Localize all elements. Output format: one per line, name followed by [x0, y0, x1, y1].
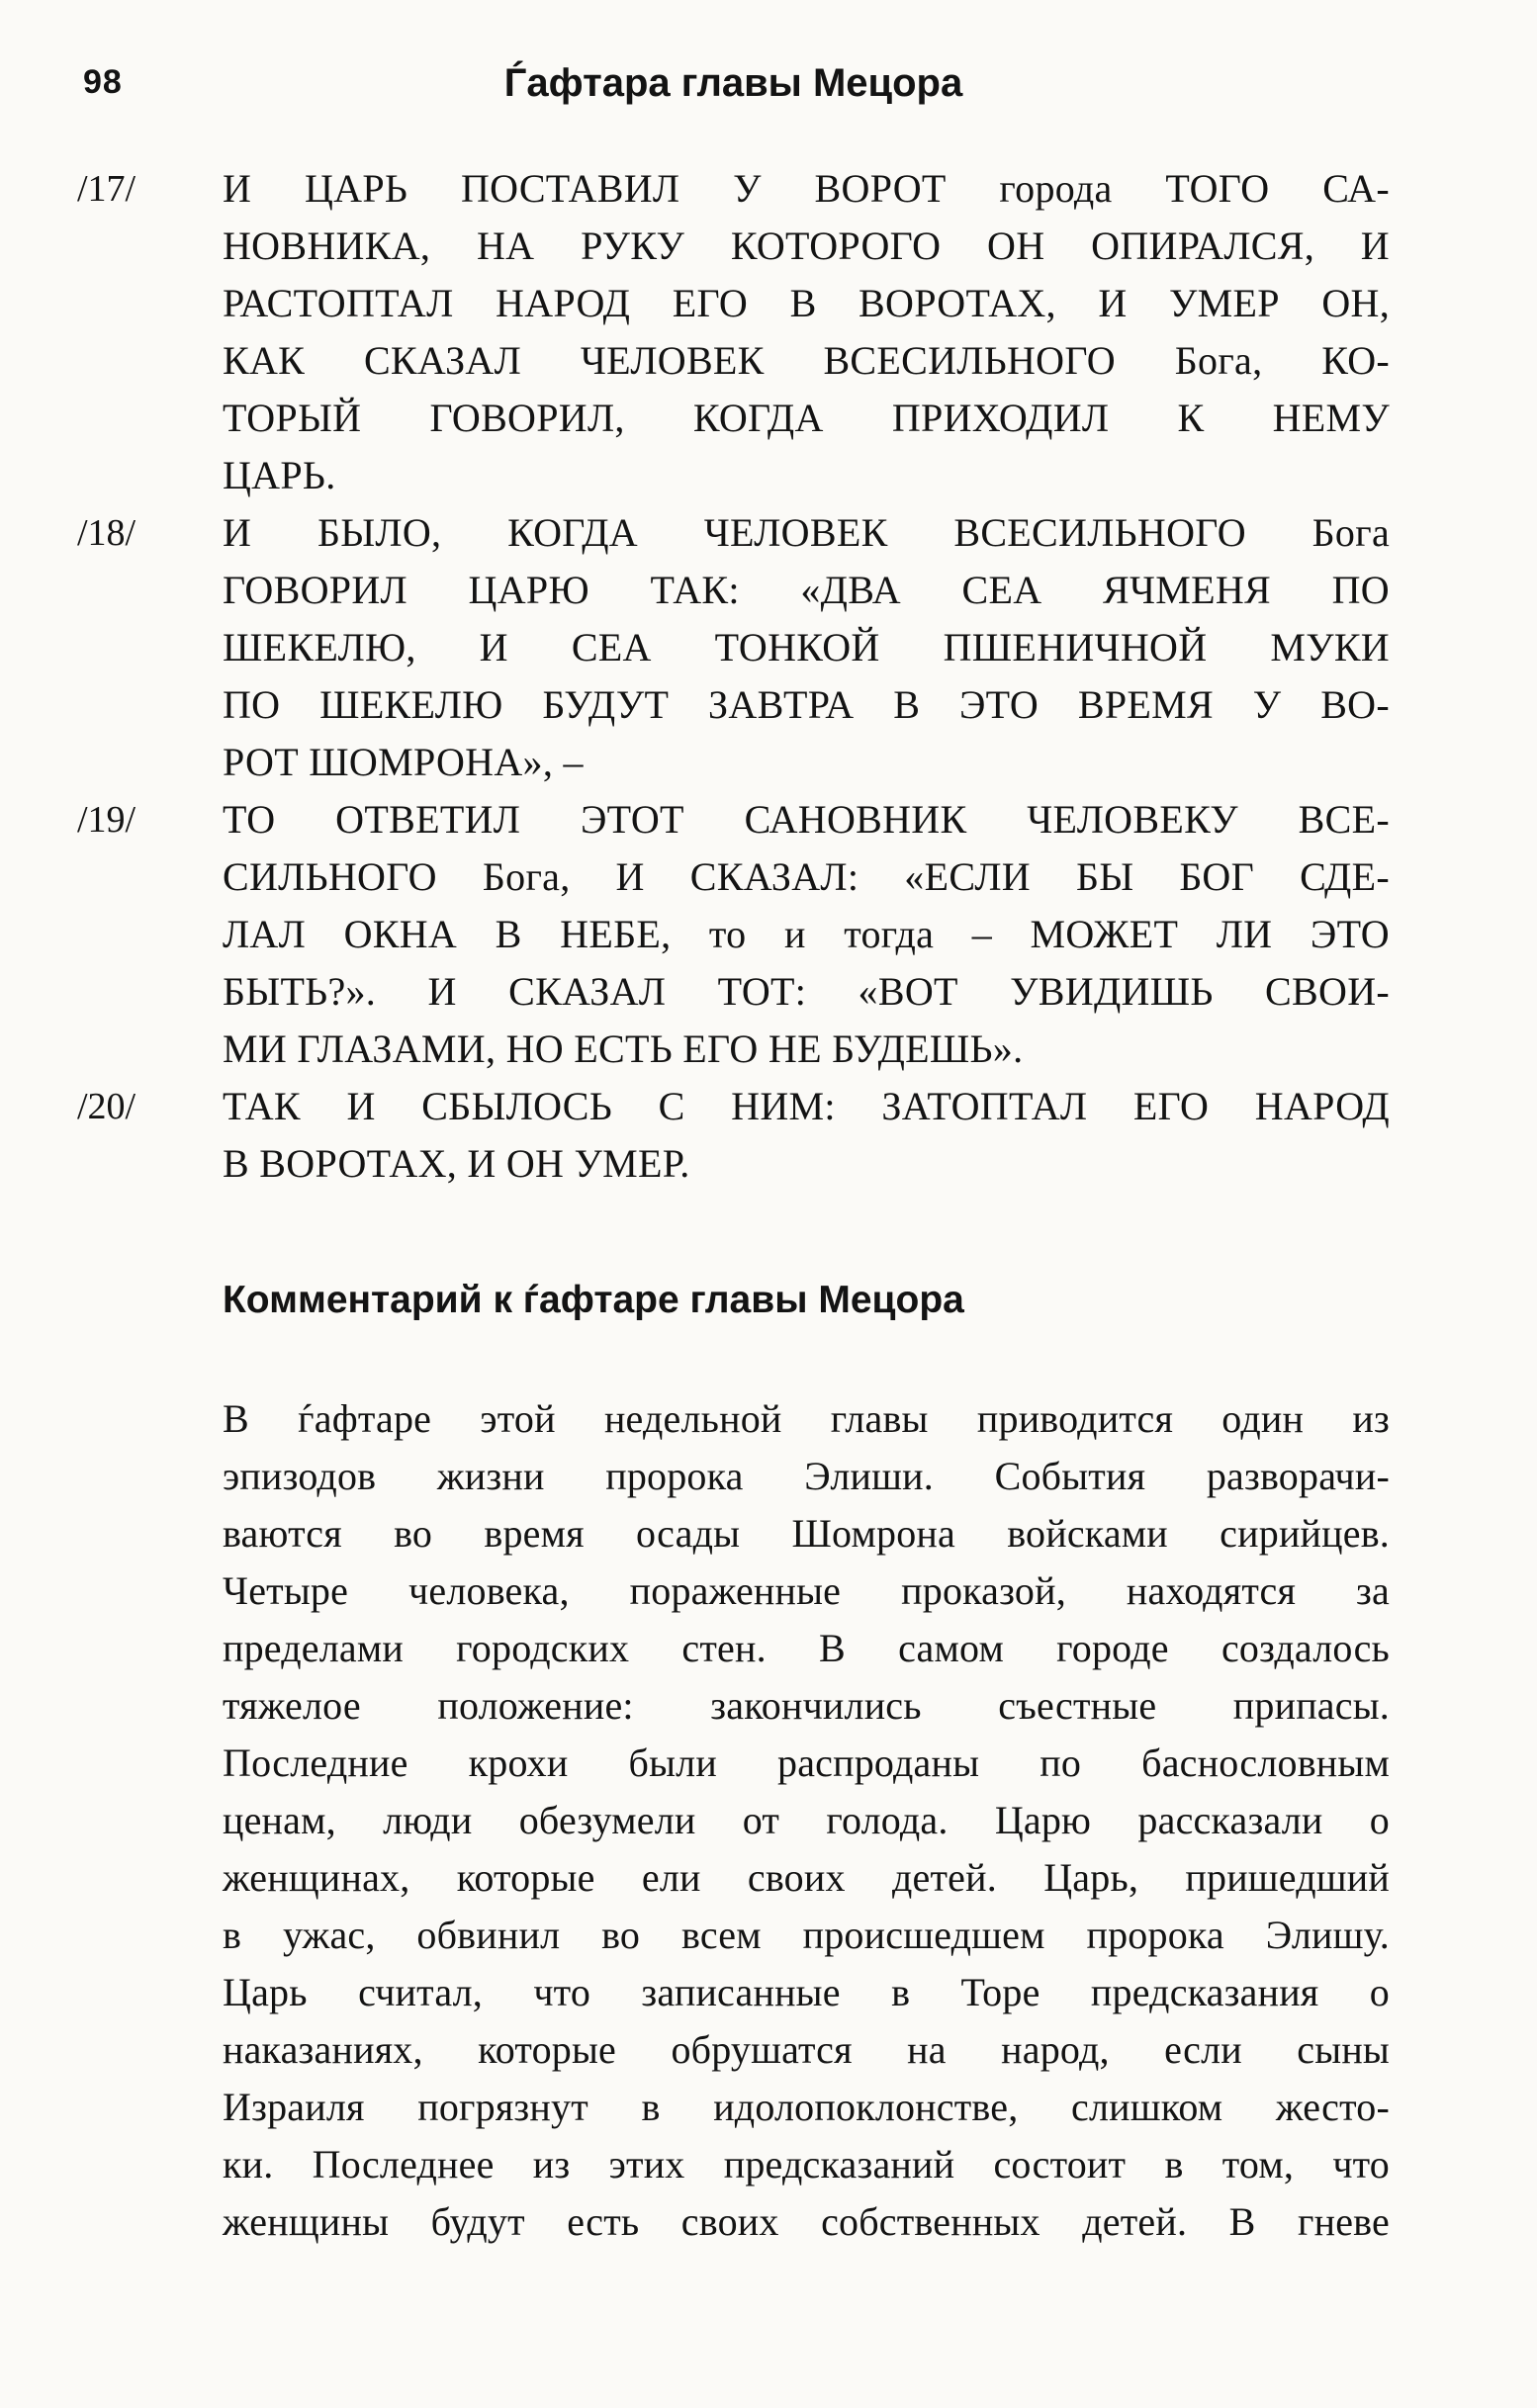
running-title: Ѓафтара главы Мецора	[503, 61, 963, 105]
verse-line: ТАК И СБЫЛОСЬ С НИМ: ЗАТОПТАЛ ЕГО НАРОД	[223, 1084, 1390, 1128]
verse-line: И БЫЛО, КОГДА ЧЕЛОВЕК ВСЕСИЛЬНОГО Бога	[223, 510, 1390, 555]
running-head	[77, 57, 1390, 109]
verse-line: БЫТЬ?». И СКАЗАЛ ТОТ: «ВОТ УВИДИШЬ СВОИ-	[223, 969, 1390, 1014]
verse-text	[223, 791, 1390, 1078]
commentary-line: Израиля погрязнут в идолопоклонстве, слишком жесто-	[223, 2085, 1390, 2129]
verse-line: РАСТОПТАЛ НАРОД ЕГО В ВОРОТАХ, И УМЕР ОН,	[223, 281, 1390, 325]
verse-line: МИ ГЛАЗАМИ, НО ЕСТЬ ЕГО НЕ БУДЕШЬ».	[223, 1026, 1024, 1071]
verse-row	[77, 791, 1390, 1078]
commentary-line: В ѓафтаре этой недельной главы приводится один из	[223, 1396, 1390, 1441]
verse-text	[223, 160, 1390, 504]
verse-line: ТО ОТВЕТИЛ ЭТОТ САНОВНИК ЧЕЛОВЕКУ ВСЕ-	[223, 797, 1390, 842]
verse-line: И ЦАРЬ ПОСТАВИЛ У ВОРОТ города ТОГО СА-	[223, 166, 1390, 211]
verse-number: /19/	[77, 799, 136, 841]
verse-number: /20/	[77, 1086, 136, 1127]
verse-line: РОТ ШОМРОНА», –	[223, 740, 584, 784]
verse-text	[223, 1078, 1390, 1193]
verse-line: ЛАЛ ОКНА В НЕБЕ, то и тогда – МОЖЕТ ЛИ ЭТО	[223, 912, 1390, 956]
verse-line: ГОВОРИЛ ЦАРЮ ТАК: «ДВА СЕА ЯЧМЕНЯ ПО	[223, 568, 1390, 612]
verse-number: /18/	[77, 512, 136, 554]
commentary-line: эпизодов жизни пророка Элиши. События разворачи-	[223, 1454, 1390, 1498]
commentary-line: Царь считал, что записанные в Торе предсказания о	[223, 1970, 1390, 2014]
commentary-line: ки. Последнее из этих предсказаний состоит в том, что	[223, 2142, 1390, 2186]
commentary-line: ваются во время осады Шомрона войсками сирийцев.	[223, 1511, 1390, 1556]
commentary-line: тяжелое положение: закончились съестные припасы.	[223, 1683, 1390, 1728]
verse-line: ЦАРЬ.	[223, 453, 336, 497]
verse-line: ШЕКЕЛЮ, И СЕА ТОНКОЙ ПШЕНИЧНОЙ МУКИ	[223, 625, 1390, 669]
verse-line: КАК СКАЗАЛ ЧЕЛОВЕК ВСЕСИЛЬНОГО Бога, КО-	[223, 338, 1390, 383]
commentary-heading: Комментарий к ѓафтаре главы Мецора	[223, 1279, 964, 1321]
commentary-paragraph	[223, 1390, 1390, 2251]
commentary-line: наказаниях, которые обрушатся на народ, если сыны	[223, 2027, 1390, 2072]
verse-line: ПО ШЕКЕЛЮ БУДУТ ЗАВТРА В ЭТО ВРЕМЯ У ВО-	[223, 682, 1390, 727]
verse-text	[223, 504, 1390, 791]
verse-line: ТОРЫЙ ГОВОРИЛ, КОГДА ПРИХОДИЛ К НЕМУ	[223, 396, 1390, 440]
page-number: 98	[83, 63, 123, 101]
commentary-line: ценам, люди обезумели от голода. Царю рассказали о	[223, 1798, 1390, 1842]
commentary-line: Последние крохи были распроданы по баснословным	[223, 1740, 1390, 1785]
commentary-line: женщины будут есть своих собственных детей. В гневе	[223, 2199, 1390, 2244]
commentary-line: Четыре человека, пораженные проказой, находятся за	[223, 1568, 1390, 1613]
verse-line: В ВОРОТАХ, И ОН УМЕР.	[223, 1141, 690, 1186]
verse-line: СИЛЬНОГО Бога, И СКАЗАЛ: «ЕСЛИ БЫ БОГ СДЕ-	[223, 854, 1390, 899]
commentary-line: женщинах, которые ели своих детей. Царь, пришедший	[223, 1855, 1390, 1900]
verse-line: НОВНИКА, НА РУКУ КОТОРОГО ОН ОПИРАЛСЯ, И	[223, 223, 1390, 268]
verse-row	[77, 160, 1390, 504]
verse-number: /17/	[77, 168, 136, 210]
commentary-line: пределами городских стен. В самом городе создалось	[223, 1626, 1390, 1670]
verses	[77, 160, 1390, 1193]
verse-row	[77, 504, 1390, 791]
verse-row	[77, 1078, 1390, 1193]
commentary-line: в ужас, обвинил во всем происшедшем пророка Элишу.	[223, 1913, 1390, 1957]
